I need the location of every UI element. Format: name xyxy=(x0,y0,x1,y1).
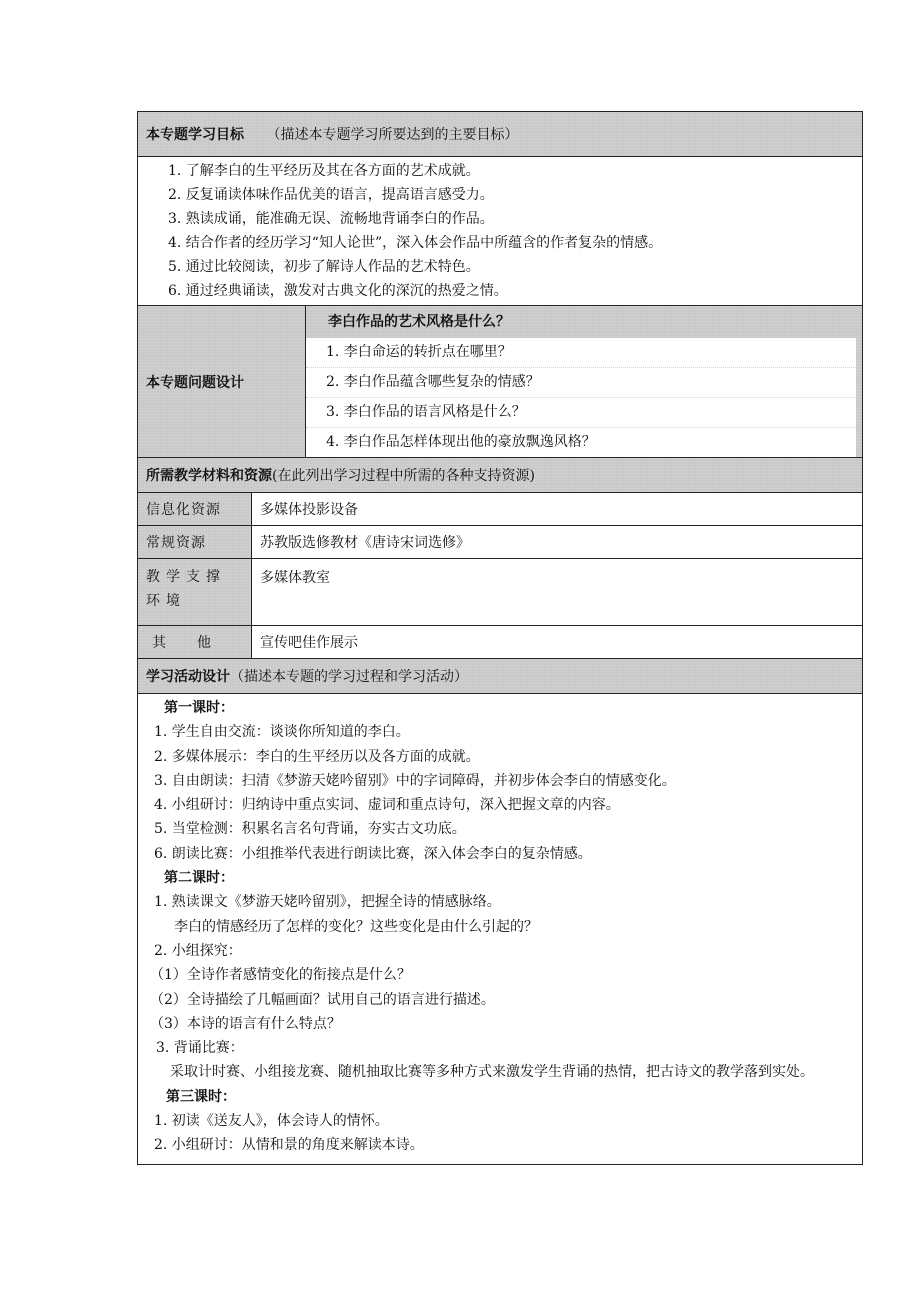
resource-row xyxy=(138,626,863,659)
lesson3-item: 2. 小组研讨：从情和景的角度来解读本诗。 xyxy=(154,1137,424,1154)
resource-label: 常规资源 xyxy=(138,526,252,559)
resource-label: 信息化资源 xyxy=(138,493,252,526)
lesson1-item: 5. 当堂检测：积累名言名句背诵，夯实古文功底。 xyxy=(154,821,466,838)
lesson1-title: 第一课时： xyxy=(164,700,234,716)
lesson2-item: 3. 背诵比赛： xyxy=(156,1040,244,1057)
question-item: 2. 李白作品蕴含哪些复杂的情感？ xyxy=(306,368,856,398)
question-item: 1. 李白命运的转折点在哪里？ xyxy=(306,338,856,368)
lesson1-item: 6. 朗读比赛：小组推举代表进行朗读比赛，深入体会李白的复杂情感。 xyxy=(154,845,592,862)
resources-header-row xyxy=(138,458,863,493)
resource-value: 宣传吧佳作展示 xyxy=(252,626,863,659)
activity-body xyxy=(138,694,863,1165)
question-label: 本专题问题设计 xyxy=(138,306,306,458)
lesson1-item: 4. 小组研讨：归纳诗中重点实词、虚词和重点诗句，深入把握文章的内容。 xyxy=(154,797,620,814)
lesson2-subitem: （3）本诗的语言有什么特点？ xyxy=(150,1015,341,1032)
goal-item: 3. 熟读成诵，能准确无误、流畅地背诵李白的作品。 xyxy=(168,211,494,227)
main-question: 李白作品的艺术风格是什么？ xyxy=(328,314,510,330)
activity-title: 学习活动设计 xyxy=(146,669,230,685)
lesson-plan-document xyxy=(137,111,862,1165)
lesson3-item: 1. 初读《送友人》，体会诗人的情怀。 xyxy=(154,1113,389,1130)
goals-body-row xyxy=(138,157,863,306)
resource-value: 苏教版选修教材《唐诗宋词选修》 xyxy=(252,526,863,559)
activity-header-row xyxy=(138,659,863,694)
goal-item: 6. 通过经典诵读，激发对古典文化的深沉的热爱之情。 xyxy=(168,283,508,299)
lesson2-item: 2. 小组探究： xyxy=(154,942,242,959)
goals-header xyxy=(138,112,863,157)
goal-item: 4. 结合作者的经历学习“知人论世”，深入体会作品中所蕴含的作者复杂的情感。 xyxy=(168,235,663,251)
resource-row xyxy=(138,559,863,626)
goals-note: （描述本专题学习所要达到的主要目标） xyxy=(266,127,519,143)
lesson-plan-table xyxy=(137,111,863,1165)
resource-value: 多媒体教室 xyxy=(252,559,863,626)
question-row xyxy=(138,306,863,458)
lesson2-item: 1. 熟读课文《梦游天姥吟留别》，把握全诗的情感脉络。 xyxy=(154,894,501,911)
lesson1-item: 2. 多媒体展示：李白的生平经历以及各方面的成就。 xyxy=(154,748,480,765)
question-cell xyxy=(306,306,863,458)
resource-row xyxy=(138,493,863,526)
question-item: 4. 李白作品怎样体现出他的豪放飘逸风格？ xyxy=(306,428,856,457)
goals-header-row xyxy=(138,112,863,157)
goals-list xyxy=(138,157,863,306)
goal-item: 5. 通过比较阅读，初步了解诗人作品的艺术特色。 xyxy=(168,259,480,275)
goals-title: 本专题学习目标 xyxy=(146,127,244,143)
question-item: 3. 李白作品的语言风格是什么？ xyxy=(306,398,856,428)
goal-item: 2. 反复诵读体味作品优美的语言，提高语言感受力。 xyxy=(168,187,494,203)
lesson2-item-sub: 李白的情感经历了怎样的变化？这些变化是由什么引起的？ xyxy=(174,918,538,935)
lesson3-title: 第三课时： xyxy=(166,1088,236,1105)
goal-item: 1. 了解李白的生平经历及其在各方面的艺术成就。 xyxy=(168,163,480,179)
resource-label: 教学支撑环境 xyxy=(138,559,252,626)
lesson1-item: 3. 自由朗读：扫清《梦游天姥吟留别》中的字词障碍，并初步体会李白的情感变化。 xyxy=(154,772,676,789)
activity-note: （描述本专题的学习过程和学习活动） xyxy=(230,669,468,685)
lesson2-paragraph: 采取计时赛、小组接龙赛、随机抽取比赛等多种方式来激发学生背诵的热情，把古诗文的教学落到实处。 xyxy=(170,1064,814,1081)
resource-row xyxy=(138,526,863,559)
lesson1-item: 1. 学生自由交流：谈谈你所知道的李白。 xyxy=(154,724,410,741)
resources-header xyxy=(138,458,863,493)
activity-body-row xyxy=(138,694,863,1165)
lesson2-subitem: （2）全诗描绘了几幅画面？试用自己的语言进行描述。 xyxy=(150,991,495,1008)
resource-value: 多媒体投影设备 xyxy=(252,493,863,526)
resources-title: 所需教学材料和资源 xyxy=(146,468,272,484)
activity-header xyxy=(138,659,863,694)
lesson2-title: 第二课时： xyxy=(164,870,234,887)
lesson2-subitem: （1）全诗作者感情变化的衔接点是什么？ xyxy=(150,967,411,984)
resource-label: 其 他 xyxy=(138,626,252,659)
resources-note: (在此列出学习过程中所需的各种支持资源) xyxy=(272,468,535,484)
